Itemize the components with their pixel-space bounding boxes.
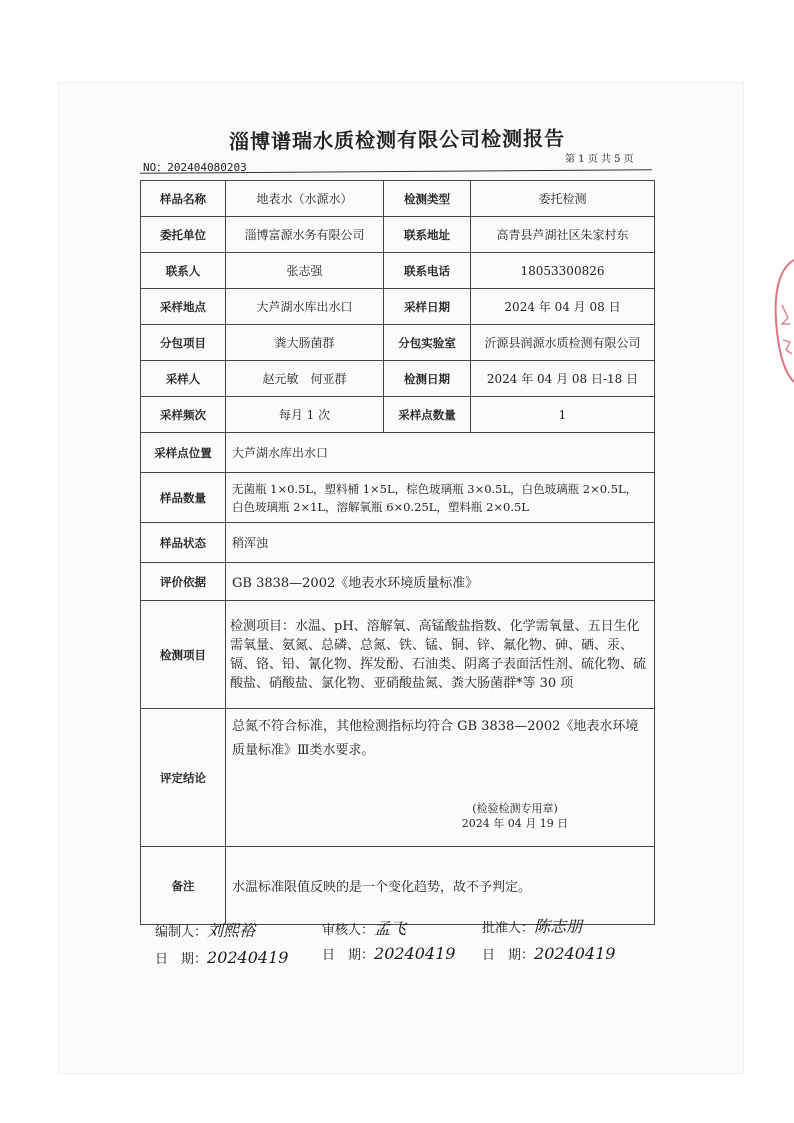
state-value: 稍浑浊	[226, 523, 655, 563]
table-row	[141, 433, 655, 473]
remarks-value: 水温标准限值反映的是一个变化趋势，故不予判定。	[226, 847, 655, 925]
field-label: 采样频次	[141, 397, 226, 433]
field-label: 评价依据	[141, 563, 226, 601]
point-position-value: 大芦湖水库出水口	[226, 433, 655, 473]
stamp-block	[382, 801, 648, 831]
stamp-label: (检验检测专用章)	[472, 802, 558, 815]
reviewer-signature	[322, 916, 406, 939]
field-label: 采样点数量	[384, 397, 471, 433]
basis-value: GB 3838—2002《地表水环境质量标准》	[226, 563, 655, 601]
address-value: 高青县芦湖社区朱家村东	[471, 217, 655, 253]
date-label: 日 期：	[155, 952, 208, 967]
frequency-value: 每月 1 次	[226, 397, 384, 433]
field-label: 检测日期	[384, 361, 471, 397]
approver-handwriting: 陈志朋	[534, 917, 583, 936]
sub-item-value: 粪大肠菌群	[226, 325, 384, 361]
test-items-value: 检测项目：水温、pH、溶解氧、高锰酸盐指数、化学需氧量、五日生化需氧量、氨氮、总磷、总氮、铁、锰、铜、锌、氟化物、砷、硒、汞、镉、铬、铅、氰化物、挥发酚、石油类、阴离子表面活性剂、硫化物、硫酸盐、硝酸盐、氯化物、亚硝酸盐氮、粪大肠菌群*等 30 项	[226, 601, 655, 709]
date-label: 日 期：	[482, 948, 535, 963]
field-label: 分包实验室	[384, 325, 471, 361]
compiler-handwriting: 刘熙裕	[207, 921, 256, 940]
approver-label: 批准人：	[482, 921, 535, 936]
field-label: 样品名称	[141, 181, 226, 217]
point-count-value: 1	[471, 397, 655, 433]
field-label: 联系人	[141, 253, 226, 289]
field-label: 评定结论	[141, 709, 226, 847]
conclusion-text: 总氮不符合标准，其他检测指标均符合 GB 3838—2002《地表水环境质量标准》Ⅲ类水要求。	[232, 719, 639, 758]
report-number: NO：202404080203	[143, 161, 247, 174]
test-date-value: 2024 年 04 月 08 日-18 日	[471, 361, 655, 397]
field-label: 委托单位	[141, 217, 226, 253]
table-row	[141, 325, 655, 361]
table-row	[141, 181, 655, 217]
approver-date	[482, 944, 615, 963]
table-row	[141, 523, 655, 563]
reviewer-handwriting: 孟飞	[374, 919, 407, 938]
quantity-value: 无菌瓶 1×0.5L，塑料桶 1×5L，棕色玻璃瓶 3×0.5L，白色玻璃瓶 2×0.5L，白色玻璃瓶 2×1L，溶解氧瓶 6×0.25L，塑料瓶 2×0.5L	[226, 473, 655, 523]
field-label: 采样日期	[384, 289, 471, 325]
conclusion-cell	[226, 709, 655, 847]
location-value: 大芦湖水库出水口	[226, 289, 384, 325]
compiler-date	[155, 948, 288, 967]
field-label: 采样地点	[141, 289, 226, 325]
sample-date-value: 2024 年 04 月 08 日	[471, 289, 655, 325]
contact-value: 张志强	[226, 253, 384, 289]
field-label: 样品数量	[141, 473, 226, 523]
stamp-date: 2024 年 04 月 19 日	[461, 817, 569, 830]
test-type-value: 委托检测	[471, 181, 655, 217]
table-row	[141, 397, 655, 433]
approver-date-handwriting: 20240419	[534, 944, 616, 963]
seal-fragment	[768, 250, 794, 390]
table-row	[141, 601, 655, 709]
compiler-date-handwriting: 20240419	[207, 948, 289, 967]
report-table	[140, 180, 655, 925]
compiler-label: 编制人：	[155, 925, 208, 940]
compiler-signature	[155, 918, 255, 941]
sampler-value: 赵元敏 何亚群	[226, 361, 384, 397]
table-row	[141, 563, 655, 601]
table-row	[141, 709, 655, 847]
field-label: 样品状态	[141, 523, 226, 563]
field-label: 联系地址	[384, 217, 471, 253]
sample-name-value: 地表水（水源水）	[226, 181, 384, 217]
client-value: 淄博富源水务有限公司	[226, 217, 384, 253]
report-title: 淄博谱瑞水质检测有限公司检测报告	[228, 126, 566, 154]
date-label: 日 期：	[322, 948, 375, 963]
table-row	[141, 253, 655, 289]
sub-lab-value: 沂源县润源水质检测有限公司	[471, 325, 655, 361]
reviewer-date	[322, 944, 455, 963]
field-label: 采样点位置	[141, 433, 226, 473]
field-label: 联系电话	[384, 253, 471, 289]
page-indicator: 第 1 页 共 5 页	[565, 154, 634, 165]
reviewer-date-handwriting: 20240419	[374, 944, 456, 963]
table-row	[141, 847, 655, 925]
table-row	[141, 473, 655, 523]
field-label: 检测项目	[141, 601, 226, 709]
field-label: 分包项目	[141, 325, 226, 361]
table-row	[141, 217, 655, 253]
table-row	[141, 361, 655, 397]
table-row	[141, 289, 655, 325]
field-label: 备注	[141, 847, 226, 925]
reviewer-label: 审核人：	[322, 923, 375, 938]
phone-value: 18053300826	[471, 253, 655, 289]
field-label: 检测类型	[384, 181, 471, 217]
field-label: 采样人	[141, 361, 226, 397]
approver-signature	[482, 914, 582, 937]
